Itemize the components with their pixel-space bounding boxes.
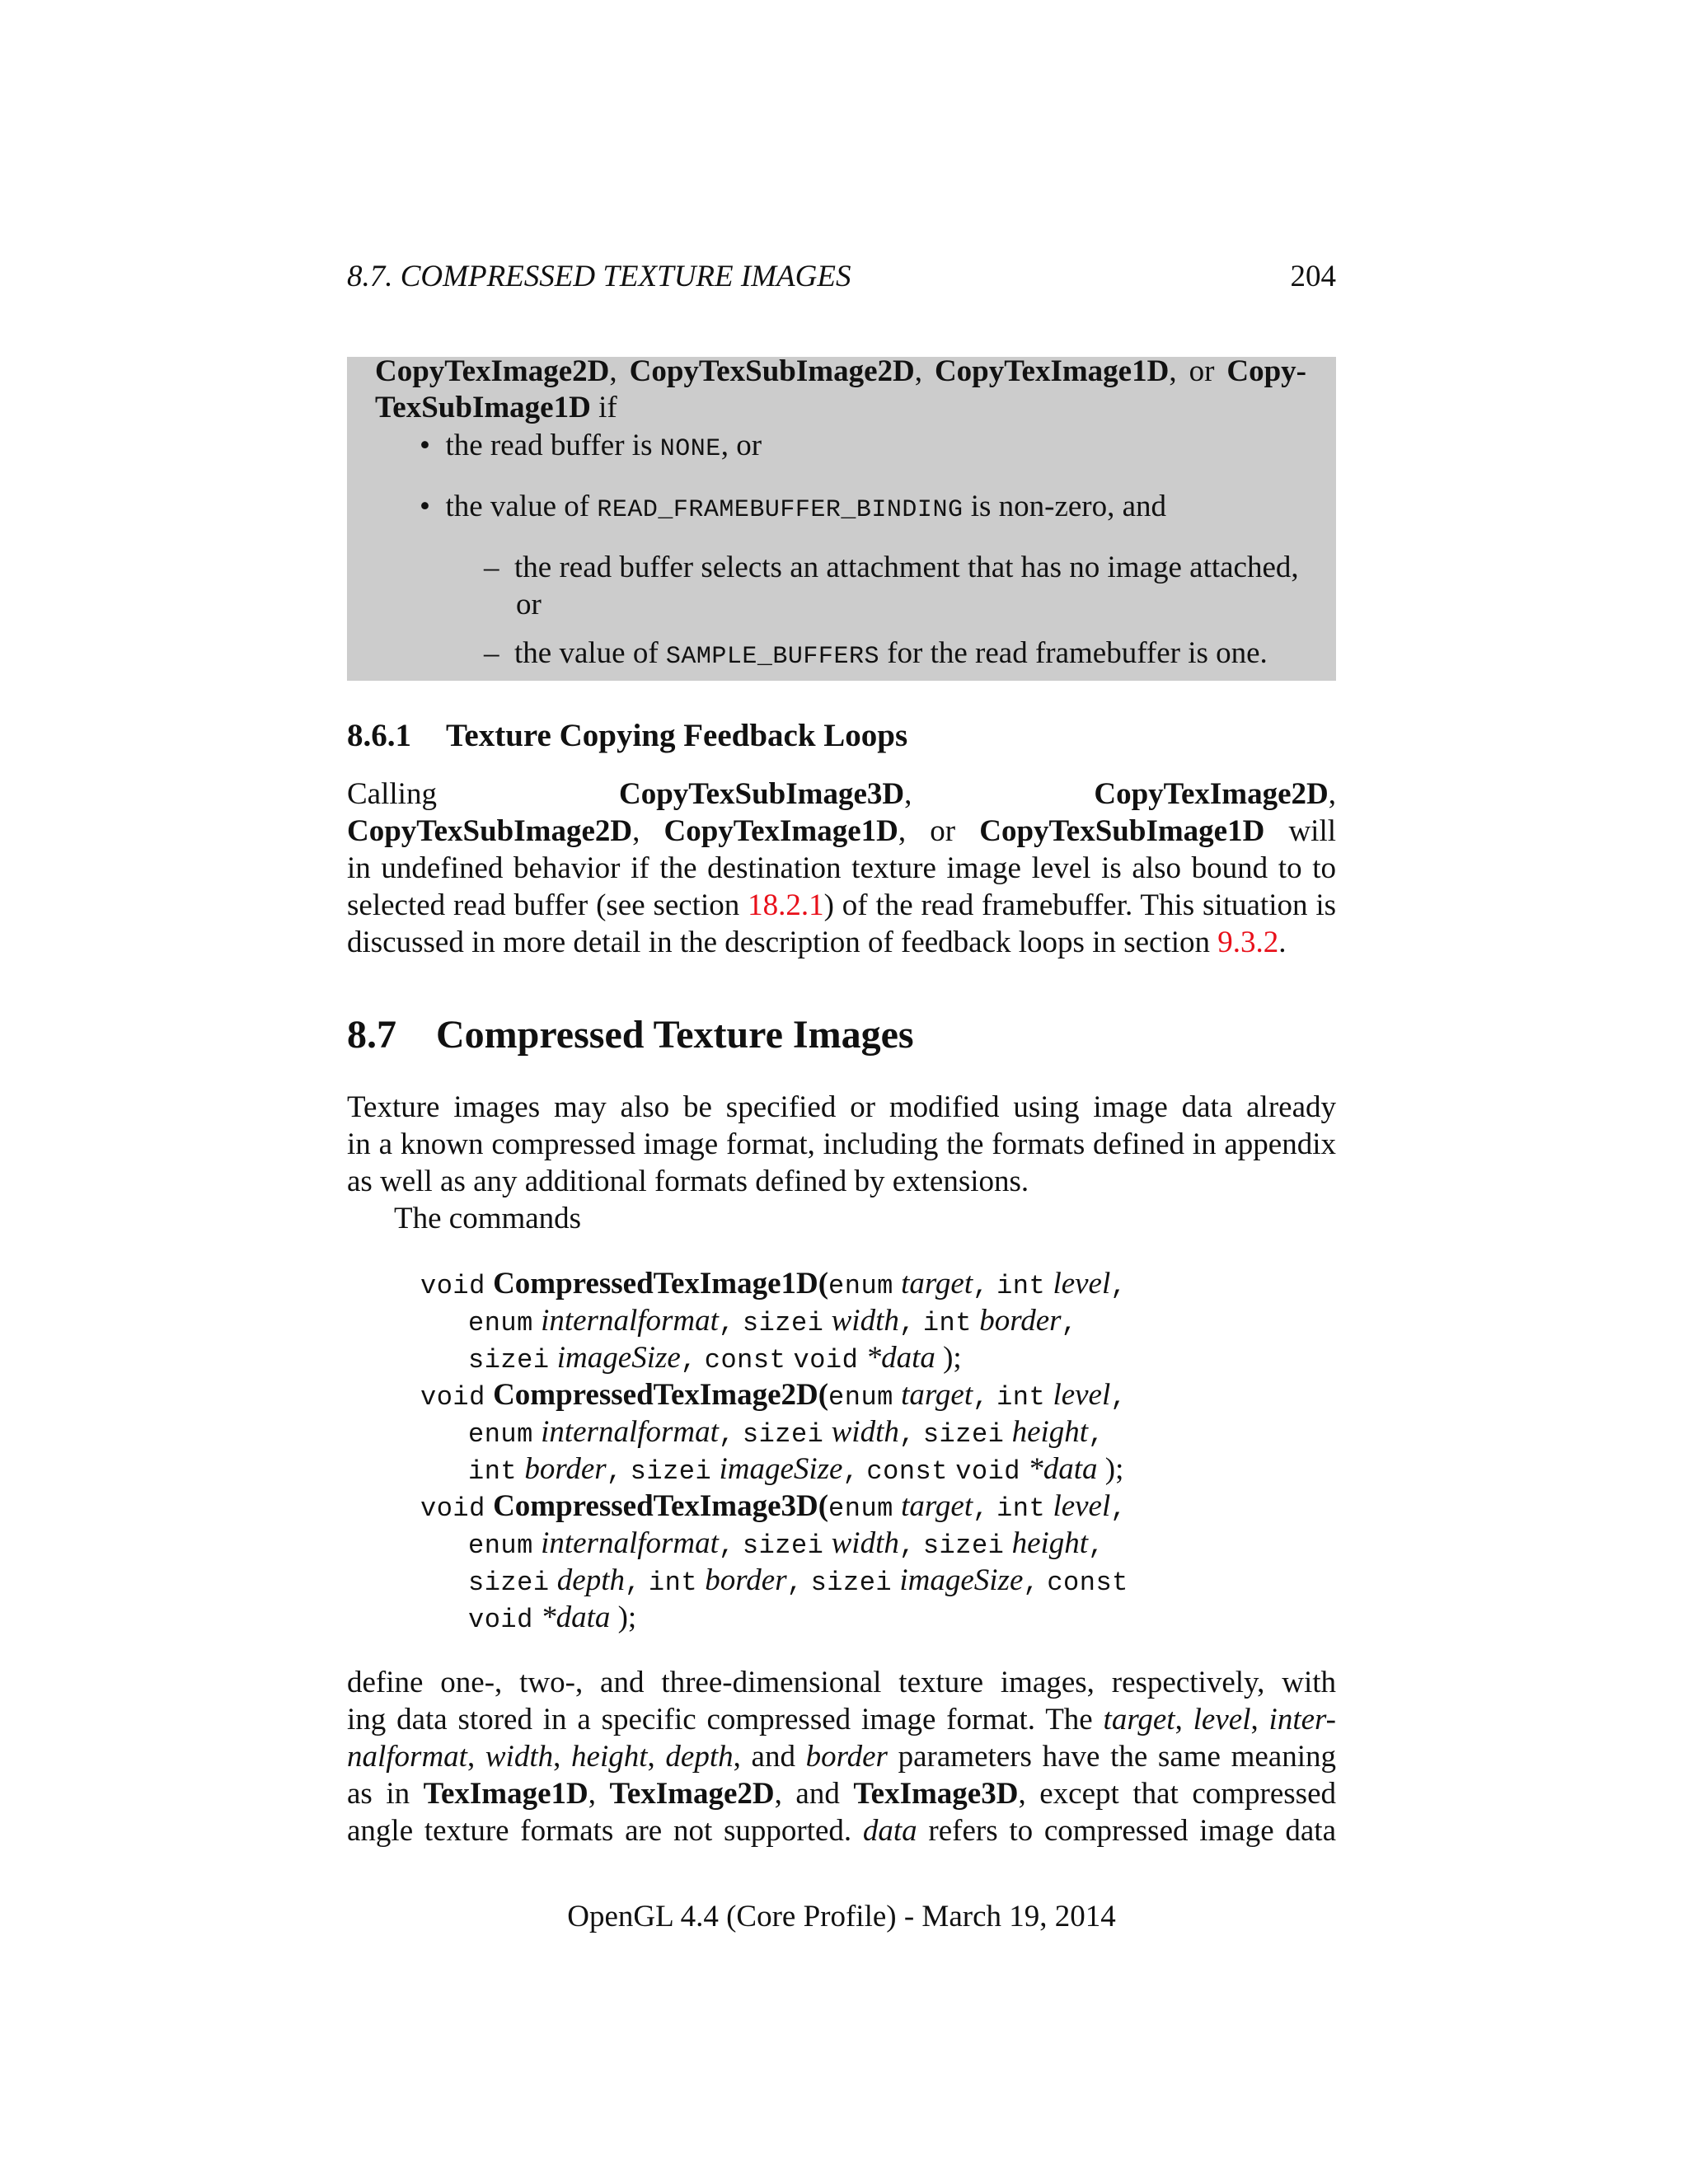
function-name: CompressedTexImage1D( [493,1267,829,1301]
prototype-line: void CompressedTexImage1D(enum target, int level, [420,1267,1127,1301]
code-token: READ_FRAMEBUFFER_BINDING [597,496,964,524]
command-name: CopyTexImage2D [1094,777,1329,811]
command-name: TexImage3D [853,1777,1019,1811]
code-token: NONE [659,435,721,463]
command-name: TexImage1D [423,1777,588,1811]
prototype-line: sizei depth, int border, sizei imageSize, const [468,1563,1128,1598]
errors-box [347,354,1336,681]
dash-icon: – [484,551,499,584]
command-name: CopyTexImage1D [934,354,1170,388]
command-name: CopyTexImage2D [375,354,610,388]
prototype-line: enum internalformat, sizei width, sizei height, [468,1415,1104,1450]
command-name: TexImage2D [609,1777,775,1811]
errors-box-line-1: CopyTexImage2D, CopyTexSubImage2D, CopyTexImage1D, or Copy- [375,354,1306,388]
dash-icon: – [484,636,499,670]
prototype-line: int border, sizei imageSize, const void *data ); [468,1452,1124,1487]
prototype-line: enum internalformat, sizei width, int border, [468,1304,1078,1338]
running-head [347,259,1336,300]
dash-item: – the read buffer selects an attachment that has no image attached, [484,551,1299,584]
prototype-line: sizei imageSize, const void *data ); [468,1341,962,1376]
page-number: 204 [1290,260,1336,293]
command-name: Copy- [1226,354,1306,388]
subsection-heading: 8.6.1 Texture Copying Feedback Loops [347,718,908,753]
page-footer: OpenGL 4.4 (Core Profile) - March 19, 2014 [567,1900,1116,1933]
function-name: CompressedTexImage3D( [493,1489,829,1523]
dash-item: – the value of SAMPLE_BUFFERS for the read framebuffer is one. [484,636,1268,671]
bullet-item: • the read buffer is NONE, or [420,429,762,463]
dash-item-continuation: or [516,588,542,621]
section-heading: 8.7 Compressed Texture Images [347,1013,914,1057]
command-name: CopyTexSubImage3D [618,777,905,811]
document-page: 8.7. COMPRESSED TEXTURE IMAGES 204 CopyTexImage2D, CopyTexSubImage2D, CopyTexImage1D, or Copy- TexSubImage1D if • the read buffer is NONE, or • the value of READ_FRAMEBUFFER_BINDING is non-zero, and – the read buffer selects an attachment that has no image attached, or – the value of SAMPLE_BUFFERS for the read framebuffer is one. 8.6.1 Texture Copying Feedback Loops Calling CopyTexSubImage3D, CopyTexImage2D, CopyTexSubImage2D, CopyTexImage1D, or CopyTexSubImage1D will in undefined behavior if the destination texture image level is also bound to to selected read buffer (see section 18.2.1) of the read framebuffer. This situation is discussed in more detail in the description of feedback loops in section 9.3.2. 8.7 Compressed Texture Images Texture images may also be specified or modified using image data already in a known compressed image format, including the formats defined in appendix as well as any additional formats defined by extensions. The commands void CompressedTexImage1D(enum target, int level, enum internalformat, sizei width, int border, sizei imageSize, const void *data ); void CompressedTexImage2D(enum target, int level, enum internalformat, sizei width, sizei height, int border, sizei imageSize, const void *data ); void CompressedTexImage3D(enum target, int level, enum internalformat, sizei width, sizei height, sizei depth, int border, sizei imageSize, const void *data ); define one-, two-, and three-dimensional texture images, respectively, with ing data stored in a specific compressed image format. The target, level, inter- nalformat, width, height, depth, and border parameters have the same meaning as in TexImage1D, TexImage2D, and TexImage3D, except that compressed angle texture formats are not supported. data refers to compressed image data OpenGL 4.4 (Core Profile) - March 19, 2014 [347,260,1336,1933]
prototype-line: void CompressedTexImage2D(enum target, int level, [420,1378,1127,1413]
prototype-line: void *data ); [468,1601,637,1635]
section-link[interactable]: 9.3.2 [1217,926,1279,959]
prototype-line: enum internalformat, sizei width, sizei height, [468,1526,1104,1561]
prototype-line: void CompressedTexImage3D(enum target, int level, [420,1489,1127,1524]
errors-box-line-2: TexSubImage1D if [375,391,617,424]
section-link[interactable]: 18.2.1 [748,888,824,922]
command-name: CopyTexSubImage2D [629,354,915,388]
command-name: TexSubImage1D [375,391,591,424]
bullet-item: • the value of READ_FRAMEBUFFER_BINDING is non-zero, and [420,490,1167,524]
command-name: CopyTexImage1D [663,814,898,848]
running-head-section: 8.7. COMPRESSED TEXTURE IMAGES [347,260,851,293]
command-name: CopyTexSubImage2D [347,814,633,848]
bullet-icon: • [420,490,430,523]
code-token: SAMPLE_BUFFERS [665,643,879,671]
command-name: CopyTexSubImage1D [979,814,1265,848]
function-name: CompressedTexImage2D( [493,1378,829,1412]
bullet-icon: • [420,429,430,462]
